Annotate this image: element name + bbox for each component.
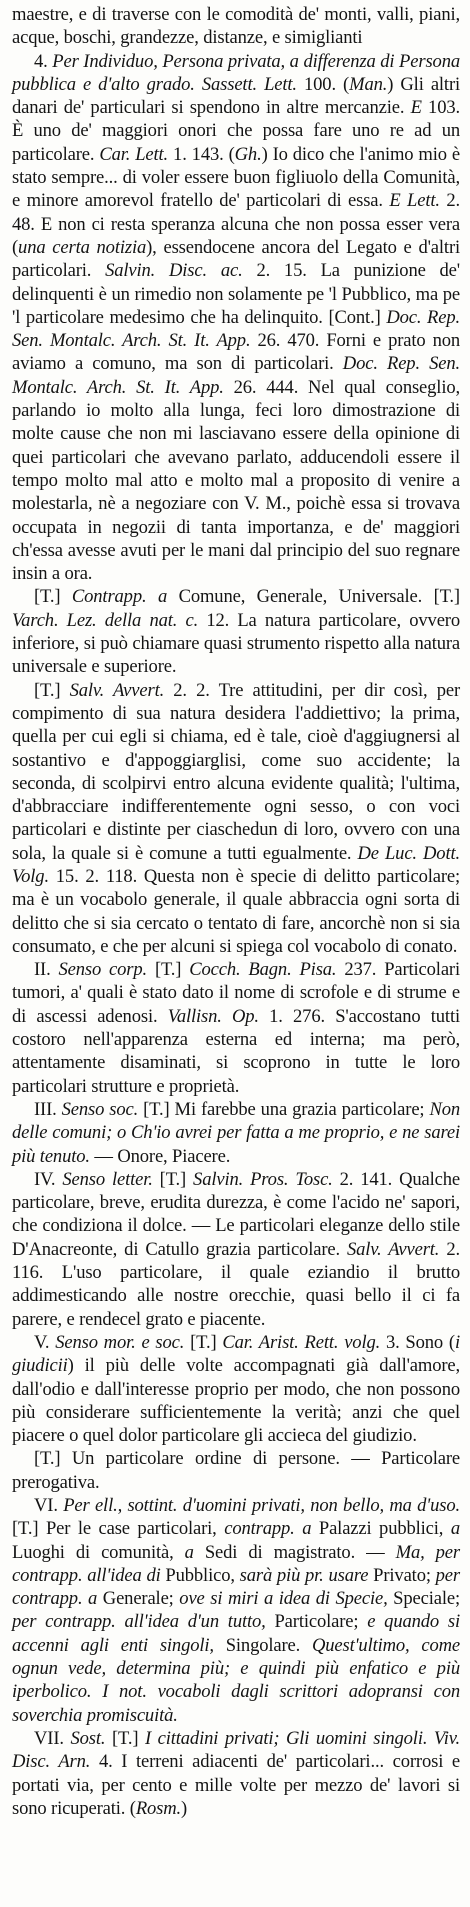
citation-italic-text: per contrapp. all'idea d'un tutto, (12, 1611, 266, 1633)
paragraph-text: Palazzi pubblici, (311, 1518, 451, 1540)
paragraph-text: 237. Particolari tumori, a' quali è stato dato il nome di scrofole e di strume e di ascessi adenosi. (12, 959, 460, 1027)
citation-italic-text: i giudicii (12, 1331, 460, 1377)
paragraph-text: Comune, Generale, Universale. [T.] (167, 586, 460, 608)
entry-paragraph (12, 1494, 460, 1727)
paragraph-text: 3. Sono ( (380, 1331, 455, 1353)
citation-italic-text: Salv. Avvert. (69, 679, 165, 701)
paragraph-text: ), essendocene ancora del Legato e d'altri particolari. (12, 236, 460, 282)
paragraph-text: 4. I terreni adiacenti de' particolari... corrosi e portati via, per cento e mille volte per mezzo de' lavori si sono ricuperati. ( (12, 1751, 460, 1819)
citation-italic-text: Quest'ultimo, come ognun vede, determina più; e quindi più enfatico e più iperbolico. I not. vocaboli dagli scrittori adopransi con soverchia promiscuità. (12, 1634, 460, 1726)
paragraph-text: ) Gli altri danari de' particulari si spendono in altre mercanzie. (12, 73, 461, 119)
citation-italic-text: Per Individuo, Persona privata, a differenza di Persona pubblica e d'alto grado. Sassett. Lett. (12, 50, 460, 95)
citation-italic-text: Varch. Lez. della nat. c. (12, 609, 199, 631)
paragraph-text: 26. 470. Forni e prato non aviamo a comuno, ma son di particolari. (12, 330, 461, 375)
entry-paragraph (12, 1168, 460, 1331)
paragraph-text: — Onore, Piacere. (89, 1145, 231, 1167)
citation-italic-text: Senso corp. (58, 959, 148, 981)
citation-italic-text: Contrapp. a (71, 586, 168, 608)
citation-italic-text: Sost. (70, 1727, 106, 1749)
citation-italic-text: Vallisn. Op. (167, 1005, 259, 1027)
paragraph-text: Luoghi di comunità, (12, 1541, 185, 1563)
paragraph-text: Singolare. (213, 1634, 312, 1656)
citation-italic-text: Man. (349, 73, 388, 95)
citation-italic-text: Non delle comuni; o Ch'io avrei per fatta a me proprio, e ne sarei più tenuto. (12, 1098, 461, 1167)
entry-paragraph (12, 1331, 460, 1447)
paragraph-text: III. (34, 1098, 62, 1120)
paragraph-text: 15. 2. 118. Questa non è specie di delitto particolare; ma è un vocabolo generale, il quale abbraccia ogni sorta di delitto che si sia cercato o tentato di fare, ancorchè non si sia consumato, e che per alcuni si spiega col vocabolo di conato. (12, 865, 460, 957)
entry-text-column (12, 3, 460, 1820)
citation-italic-text: Rosm. (135, 1797, 182, 1819)
citation-italic-text: a (184, 1541, 194, 1563)
paragraph-text: 100. ( (296, 73, 350, 95)
paragraph-text: [T.] Un particolare ordine di persone. — Particolare prerogativa. (12, 1448, 460, 1493)
citation-italic-text: Car. Lett. (99, 143, 169, 165)
paragraph-text: [T.] (105, 1727, 145, 1749)
paragraph-text: 1. 143. ( (168, 143, 235, 165)
paragraph-text: Speciale; (387, 1588, 460, 1610)
paragraph-text: 103. È uno de' maggiori onori che possa fare uno re ad un particolare. (12, 97, 460, 165)
entry-paragraph (12, 679, 460, 959)
entry-paragraph (12, 585, 460, 678)
paragraph-text: Particolare; (265, 1611, 368, 1633)
paragraph-text: [T.] (34, 586, 72, 608)
citation-italic-text: Cocch. Bagn. Pisa. (189, 959, 337, 981)
paragraph-text: VII. (34, 1727, 71, 1749)
paragraph-text: 2. 116. L'uso particolare, il quale eziandio il brutto addimesticando alle nostre orecchie, quasi bello il ci fa parere, e rendecel grato e piacente. (12, 1238, 460, 1330)
entry-paragraph (12, 958, 460, 1098)
citation-italic-text: Senso letter. (62, 1168, 153, 1190)
paragraph-text: [T.] (147, 959, 190, 981)
paragraph-text: Generale; (97, 1588, 180, 1610)
citation-italic-text: Doc. Rep. Sen. Montalc. Arch. St. It. App. (12, 353, 461, 398)
entry-paragraph (12, 1098, 460, 1168)
entry-paragraph (12, 3, 460, 50)
paragraph-text: 4. (34, 50, 53, 72)
paragraph-text: [T.] (152, 1168, 194, 1190)
paragraph-text: II. (34, 959, 59, 981)
paragraph-text: ) il più delle volte accompagnati già dall'amore, dall'odio e dall'interesse proprio per modo, che non possono più considerare sufficientemente la verità; anzi che quel piacere o quel dolor particolare gli accieca del giudizio. (12, 1355, 460, 1447)
citation-italic-text: Doc. Rep. Sen. Montalc. Arch. St. It. App. (12, 306, 460, 352)
citation-italic-text: E (410, 97, 422, 119)
paragraph-text: VI. (34, 1495, 64, 1516)
citation-italic-text: Per ell., sottint. d'uomini privati, non bello, ma d'uso. (63, 1495, 460, 1516)
citation-italic-text: Car. Arist. Rett. volg. (222, 1331, 381, 1353)
citation-italic-text: una certa notizia (18, 236, 147, 258)
paragraph-text: ) (181, 1797, 188, 1819)
citation-italic-text: per contrapp. a (12, 1564, 460, 1610)
paragraph-text: 1. 276. S'accostano tutti costoro nell'apparenza esterna ed interna; ma però, attentamente disaminati, si scoprono in tutte le loro particolari strutture e proprietà. (12, 1005, 460, 1097)
entry-paragraph (12, 1447, 460, 1494)
citation-italic-text: Salvin. Disc. ac. (105, 260, 243, 282)
paragraph-text: Pubblico, (160, 1564, 240, 1586)
paragraph-text: 2. 48. E non ci resta speranza alcuna che non possa esser vera ( (12, 190, 460, 258)
citation-italic-text: Salv. Avvert. (347, 1238, 440, 1260)
paragraph-text: ) Io dico che l'animo mio è stato sempre... di voler essere buon figliuolo della Comunità, e minore amorevol fratello de' particolari di essa. (12, 143, 460, 212)
citation-italic-text: Senso soc. (61, 1098, 139, 1120)
citation-italic-text: E Lett. (389, 190, 440, 212)
citation-italic-text: e quando si accenni agli enti singoli, (12, 1611, 460, 1656)
citation-italic-text: Salvin. Pros. Tosc. (193, 1168, 333, 1190)
citation-italic-text: Ma, per contrapp. all'idea di (12, 1541, 460, 1586)
paragraph-text: [T.] (34, 679, 70, 701)
citation-italic-text: De Luc. Dott. Volg. (12, 842, 460, 887)
entry-paragraph (12, 1727, 460, 1820)
entry-paragraph (12, 50, 460, 586)
paragraph-text: 2. 2. Tre attitudini, per dir così, per compimento di sua natura desidera l'addiettivo; la prima, quella per cui egli si chiama, ed è tale, cioè d'aggiugnersi al sostantivo e d'appoggiarglisi, come suo accidente; la seconda, di scolpirvi entro alcuna evidente qualità; l'ultima, d'abbracciare indifferentemente ogni sesso, o con voci particolari e distinte per ciaschedun di loro, ovvero con una sola, la quale si è comune a tutti egualmente. (12, 679, 460, 864)
citation-italic-text: sarà più pr. usare (239, 1564, 369, 1586)
paragraph-text: 2. 141. Qualche particolare, breve, erudita durezza, è come l'acido ne' sapori, che condiziona il dolce. — Le particolari eleganze dello stile D'Anacreonte, di Catullo grazia particolare. (12, 1168, 460, 1260)
citation-italic-text: contrapp. a (224, 1518, 312, 1540)
paragraph-text: [T.] Mi farebbe una grazia particolare; (138, 1098, 430, 1120)
paragraph-text: 26. 444. Nel qual conseglio, parlando io molto alla lunga, feci loro dimostrazione di molte cause che non mi lasciavano essere della opinione di quei particolari che avevano parlato, adducendoli essere il tempo molto mal atto e molto mal a proposito di venire a molestarla, nè a negoziare con V. M., poichè essa si trovava occupata in negozii di tanta importanza, e de' maggiori ch'essa avesse avuti per le mani dal principio del suo regnare insin a ora. (12, 376, 460, 585)
paragraph-text: 2. 15. La punizione de' delinquenti è un rimedio non solamente pe 'l Pubblico, ma pe 'l particolare medesimo che ha delinquito. [Cont.] (12, 260, 460, 328)
paragraph-text: [T.] (184, 1331, 223, 1353)
paragraph-text: Privato; (368, 1564, 436, 1586)
paragraph-text: IV. (34, 1168, 63, 1190)
citation-italic-text: Senso mor. e soc. (55, 1331, 185, 1353)
paragraph-text: Sedi di magistrato. — (193, 1541, 396, 1563)
paragraph-text: 12. La natura particolare, ovvero inferiore, si può chiamare quasi strumento rispetto alla natura universale e superiore. (12, 609, 460, 678)
paragraph-text: [T.] Per le case particolari, (12, 1518, 225, 1540)
citation-italic-text: Gh. (234, 143, 262, 165)
citation-italic-text: a (450, 1518, 460, 1540)
paragraph-text: maestre, e di traverse con le comodità de' monti, valli, piani, acque, boschi, grandezze, distanze, e simiglianti (12, 4, 460, 49)
citation-italic-text: ove si miri a idea di Specie, (179, 1588, 388, 1610)
paragraph-text: V. (34, 1331, 56, 1353)
citation-italic-text: I cittadini privati; Gli uomini singoli. Viv. Disc. Arn. (12, 1727, 460, 1773)
